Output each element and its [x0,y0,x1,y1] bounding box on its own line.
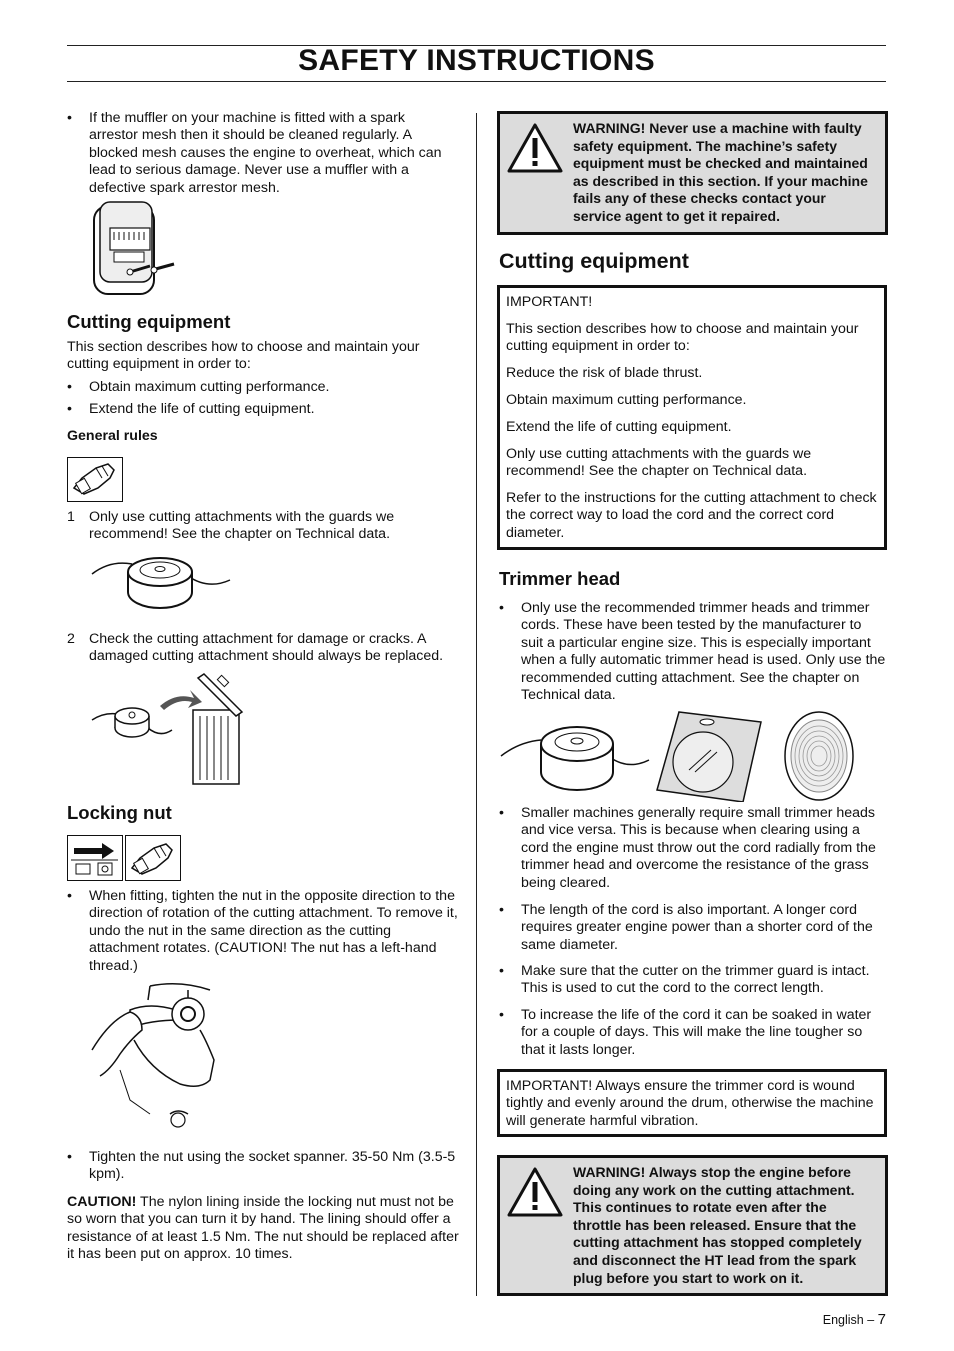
important-line: IMPORTANT! [506,294,593,310]
left-cutting-intro: This section describes how to choose and maintain your cutting equipment in order to: [67,339,420,373]
warning-triangle-icon [506,1166,564,1218]
trimmer-bullet-text: The length of the cord is also important. A longer cord requires greater engine power than a shorter cord of the same diameter. [521,902,873,953]
bullet-mark: • [499,902,504,918]
rule-1-text: Only use cutting attachments with the guards we recommend! See the chapter on Technical data. [89,509,395,543]
important-box-2 [497,1069,887,1137]
warning-box-2 [497,1155,888,1296]
glove-icon [67,457,123,502]
bullet-mark: • [499,600,504,616]
important-line: This section describes how to choose and maintain your cutting equipment in order to: [506,321,859,355]
locking-nut-bullet-text: When fitting, tighten the nut in the opposite direction to the direction of rotation of the cutting attachment. To remove it, undo the nut in the same direction as the cutting attachment rotates. (CAUTION! The nut has a left-hand thread.) [89,888,458,974]
right-cutting-heading: Cutting equipment [499,249,689,273]
header-rule-bottom [67,81,886,82]
bullet-mark: • [67,401,72,417]
bullet-mark: • [67,110,72,126]
trimmer-bullet-text: Make sure that the cutter on the trimmer guard is intact. This is used to cut the cord to the correct length. [521,963,870,997]
bullet-mark: • [67,888,72,904]
warning-box-1 [497,111,888,235]
caution-label: CAUTION! [67,1194,137,1210]
glove-icon [125,835,181,881]
muffler-illustration [90,200,190,300]
important-2-text: IMPORTANT! Always ensure the trimmer cord is wound tightly and evenly around the drum, otherwise the machine will generate harmful vibration. [506,1078,874,1129]
warning-1-text: WARNING! Never use a machine with faulty safety equipment. The machine’s safety equipment must be checked and maintained as described in this section. If your machine fails any of these checks contact your service agent to get it repaired. [573,120,868,224]
trimmer-bullet-text: To increase the life of the cord it can be soaked in water for a couple of days. This will make the line tougher so that it lasts longer. [521,1007,872,1058]
important-line: Refer to the instructions for the cutting attachment to check the correct way to load the cord and the correct cord diameter. [506,490,877,541]
rule-number: 1 [67,509,75,525]
important-line: Obtain maximum cutting performance. [506,392,747,408]
trimmer-bullet-text: Only use the recommended trimmer heads and trimmer cords. These have been tested by the manufacturer to suit a particular engine size. This is especially important when a fully automatic trimmer head is used. Only use the recommended cutting attachment. See the chapter on Technical data. [521,600,886,704]
column-divider [476,113,477,1296]
bullet-mark: • [499,805,504,821]
trimmer-bullet-text: Smaller machines generally require small trimmer heads and vice versa. This is because when clearing using a cord the engine must throw out the cord radially from the trimmer head and overcome the resistance of the grass being cleared. [521,805,876,891]
rule-number: 2 [67,631,75,647]
caution-paragraph [67,1194,459,1264]
arrow-nut-icon [67,835,123,881]
rule-2-text: Check the cutting attachment for damage or cracks. A damaged cutting attachment should always be replaced. [89,631,444,665]
trimmer-head-heading: Trimmer head [499,568,621,589]
important-box [497,285,887,550]
warning-triangle-icon [506,122,564,174]
warning-2-text: WARNING! Always stop the engine before doing any work on the cutting attachment. This continues to rotate even after the throttle has been released. Ensure that the cutting attachment has stopped completely and disconnect the HT lead from the spark plug before you start to work on it. [573,1164,862,1286]
important-line: Reduce the risk of blade thrust. [506,365,703,381]
important-line: Extend the life of cutting equipment. [506,419,732,435]
left-cutting-heading: Cutting equipment [67,311,231,332]
trimmer-products-illustration [499,710,884,802]
general-rules-heading: General rules [67,428,158,444]
tighten-bullet-text: Tighten the nut using the socket spanner. 35-50 Nm (3.5-5 kpm). [89,1149,456,1183]
footer-language: English [822,1313,864,1327]
caution-text: The nylon lining inside the locking nut must not be so worn that you can turn it by hand. The lining should offer a resistance of at least 1.5 Nm. The nut should be replaced after it has been put on approx. 10 times. [67,1194,459,1263]
bullet-mark: • [67,379,72,395]
bullet-mark: • [67,1149,72,1165]
discard-trimmer-head-illustration [90,670,250,788]
page-footer [823,1311,886,1328]
page-number: 7 [877,1311,886,1328]
trimmer-head-illustration [90,550,235,615]
bullet-mark: • [499,1007,504,1023]
socket-spanner-illustration [90,980,235,1130]
muffler-bullet-text: If the muffler on your machine is fitted with a spark arrestor mesh then it should be cleaned regularly. A blocked mesh causes the engine to overheat, which can lead to serious damage. Never use a muffler with a defective spark arrestor mesh. [89,110,442,196]
left-cutting-bullet-text: Extend the life of cutting equipment. [89,401,315,417]
locking-nut-heading: Locking nut [67,802,172,823]
left-cutting-bullet-text: Obtain maximum cutting performance. [89,379,330,395]
page-title: SAFETY INSTRUCTIONS [298,44,655,77]
footer-dash: – [863,1313,878,1327]
important-line: Only use cutting attachments with the guards we recommend! See the chapter on Technical data. [506,446,812,480]
bullet-mark: • [499,963,504,979]
